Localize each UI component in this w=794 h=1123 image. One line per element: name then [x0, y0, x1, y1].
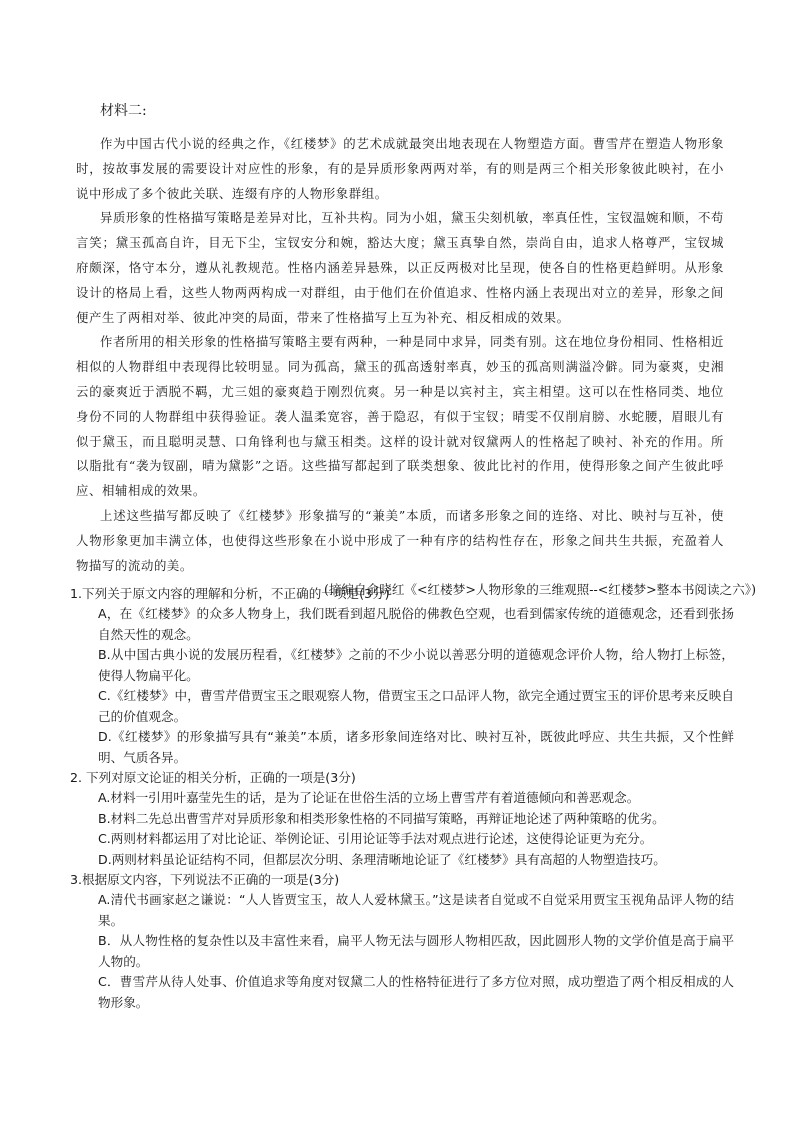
- material-paragraph: 上述这些描写都反映了《红楼梦》形象描写的“兼美”本质，而诸多形象之间的连络、对比、映衬与互补，使人物形象更加丰满立体，也使得这些形象在小说中形成了一种有序的结构性存在，形象之间共生共振，充盈着人物描写的流动的美。: [76, 507, 724, 573]
- question-stem: 3.根据原文内容，下列说法不正确的一项是(3分): [70, 872, 340, 887]
- question-option-c: C．曹雪芹从待人处事、价值追求等角度对钗黛二人的性格特征进行了多方位对照，成功塑造了两个相反相成的人物形象。: [98, 974, 734, 1010]
- question-option-a: A.清代书画家赵之谦说：“人人皆贾宝玉，故人人爱林黛玉。”这是读者自觉或不自觉采用贾宝玉视角品评人物的结果。: [98, 892, 734, 928]
- question-option-c: C.两则材料都运用了对比论证、举例论证、引用论证等手法对观点进行论述，这使得论证更为充分。: [98, 831, 653, 846]
- question-option-b: B．从人物性格的复杂性以及丰富性来看，扁平人物无法与圆形人物相匹敌，因此圆形人物的文学价值是高于扁平人物的。: [98, 933, 734, 969]
- material-title: 材料二:: [100, 103, 147, 119]
- question-stem: 2. 下列对原文论证的相关分析，正确的一项是(3分): [70, 770, 356, 785]
- material-paragraph: 作者所用的相关形象的性格描写策略主要有两种，一种是同中求异，同类有别。这在地位身份相同、性格相近相似的人物群组中表现得比较明显。同为孤高，黛玉的孤高透射率真，妙玉的孤高则满溢冷僻。同为豪爽，史湘云的豪爽近于洒脱不羁，尤三姐的豪爽趋于刚烈伉爽。另一种是以宾衬主，宾主相望。这可以在性格同类、地位身份不同的人物群组中获得验证。袭人温柔宽容，善于隐忍，有似于宝钗；晴雯不仅削肩膀、水蛇腰，眉眼儿有似于黛玉，而且聪明灵慧、口角锋利也与黛玉相类。这样的设计就对钗黛两人的性格起了映衬、补充的作用。所以脂批有“袭为钗副，晴为黛影”之语。这些描写都起到了联类想象、彼此比衬的作用，使得形象之间产生彼此呼应、相辅相成的效果。: [76, 334, 724, 499]
- question-3: [70, 870, 734, 1013]
- material-two-section: [76, 100, 756, 600]
- question-option-b: B.从中国古典小说的发展历程看，《红楼梦》之前的不少小说以善恶分明的道德观念评价人物，给人物打上标签，使得人物扁平化。: [98, 647, 734, 683]
- question-stem: 1.下列关于原文内容的理解和分析，不正确的一项是(3分): [70, 586, 390, 601]
- question-option-a: A，在《红楼梦》的众多人物身上，我们既看到超凡脱俗的佛教色空观，也看到儒家传统的道德观念，还看到张扬自然天性的观念。: [98, 606, 734, 642]
- question-option-a: A.材料一引用叶嘉莹先生的话，是为了论证在世俗生活的立场上曹雪芹有着道德倾向和善恶观念。: [98, 790, 640, 805]
- question-option-d: D.《红楼梦》的形象描写具有“兼美”本质，诸多形象间连络对比、映衬互补，既彼此呼应、共生共振，又个性鲜明、气质各异。: [98, 729, 734, 765]
- material-paragraph: 作为中国古代小说的经典之作，《红楼梦》的艺术成就最突出地表现在人物塑造方面。曹雪芹在塑造人物形象时，按故事发展的需要设计对应性的形象，有的是异质形象两两对举，有的则是两三个相关形象彼此映衬，在小说中形成了多个彼此关联、连缀有序的人物形象群组。: [76, 136, 724, 201]
- question-option-c: C.《红楼梦》中，曹雪芹借贾宝玉之眼观察人物，借贾宝玉之口品评人物，欲完全通过贾宝玉的评价思考来反映自己的价值观念。: [98, 688, 734, 724]
- question-option-b: B.材料二先总出曹雪芹对异质形象和相类形象性格的不同描写策略，再辩证地论述了两种策略的优劣。: [98, 810, 665, 826]
- question-2: [70, 768, 734, 870]
- material-paragraph: 异质形象的性格描写策略是差异对比，互补共构。同为小姐，黛玉尖刻机敏，率真任性，宝钗温婉和顺，不苟言笑；黛玉孤高自许，目无下尘，宝钗安分和婉，豁达大度；黛玉真挚自然，崇尚自由，追求人格尊严，宝钗城府颇深，恪守本分，遵从礼教规范。性格内涵差异悬殊，以正反两极对比呈现，使各自的性格更趋鲜明。从形象设计的格局上看，这些人物两两构成一对群组，由于他们在价值追求、性格内涵上表现出对立的差异，形象之间便产生了两相对举、彼此冲突的局面，带来了性格描写上互为补充、相反相成的效果。: [76, 210, 724, 325]
- material-source-citation: (摘编自俞晓红《<红楼梦>人物形象的三维观照--<红楼梦>整本书阅读之六》): [323, 582, 756, 598]
- question-option-d: D.两则材料虽论证结构不同，但都层次分明、条理清晰地论证了《红楼梦》具有高超的人物塑造技巧。: [98, 851, 666, 867]
- question-1: [70, 584, 734, 768]
- question-list: [70, 584, 734, 1013]
